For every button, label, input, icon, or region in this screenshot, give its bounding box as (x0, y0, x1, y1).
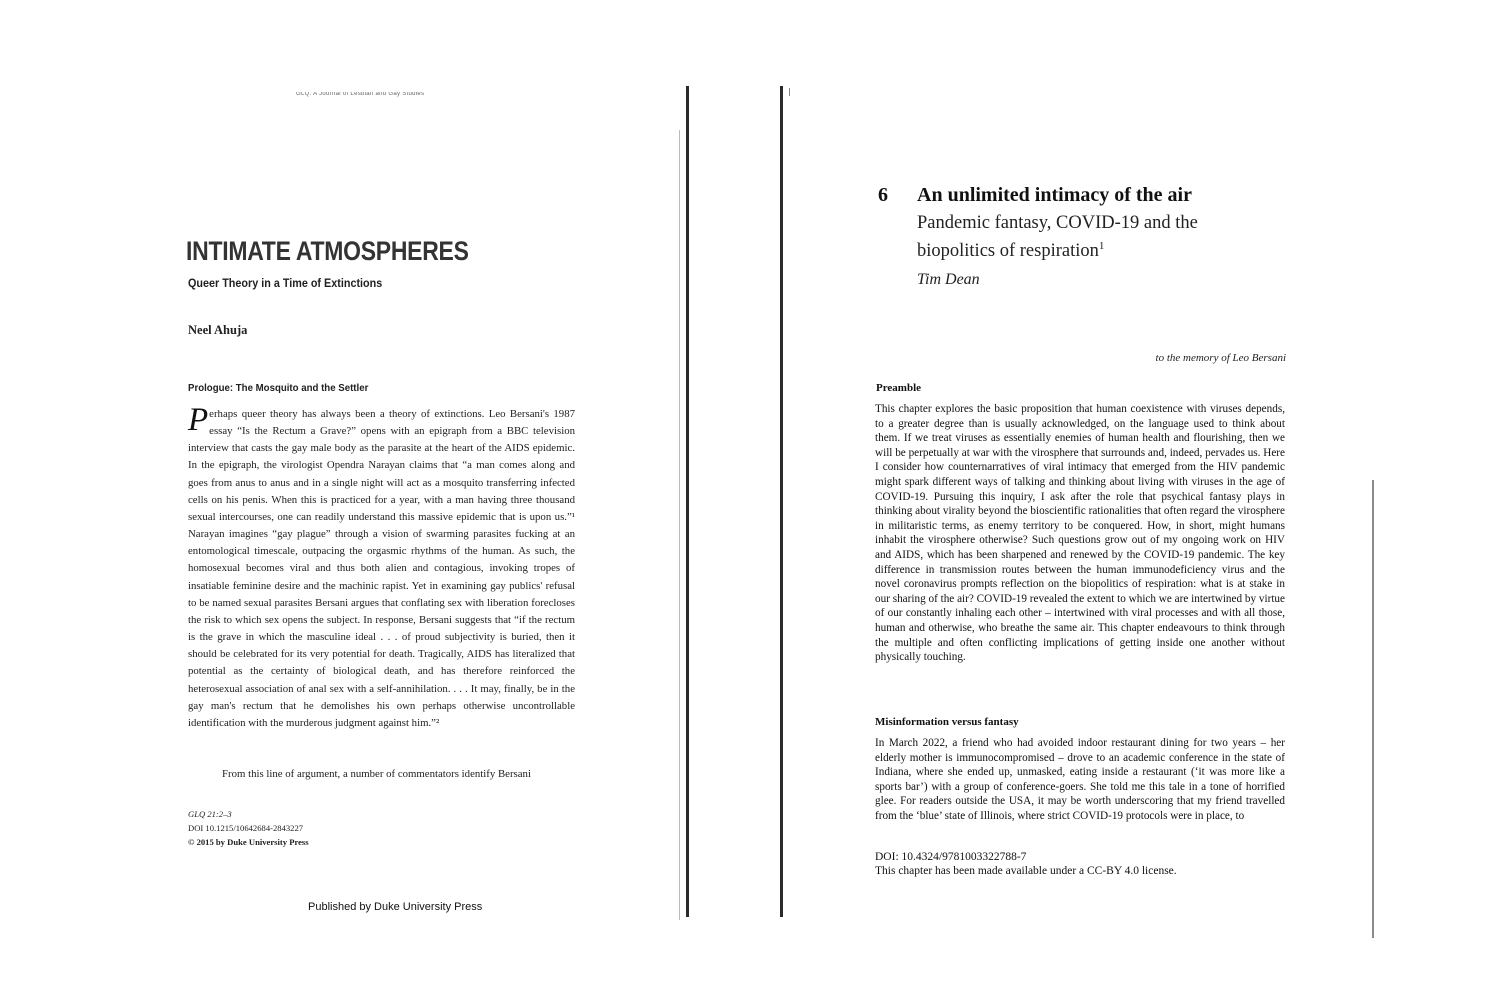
section-heading-prologue: Prologue: The Mosquito and the Settler (188, 382, 369, 394)
scan-mark (789, 88, 790, 96)
license-note: This chapter has been made available under a CC-BY 4.0 license. (875, 865, 1177, 877)
scan-edge-line (679, 130, 680, 920)
section-body-preamble: This chapter explores the basic proposition that human coexistence with viruses depends, to a greater degree than is usually acknowledged, on the language used to think about them. If we treat viruses as essentially enemies of human health and flourishing, then we will be perpetually at war with the virosphere that surrounds and, indeed, pervades us. Here I consider how counternarratives of viral intimacy that emerged from the HIV pandemic might spark different ways of talking and thinking about living with viruses in the age of COVID-19. Pursuing this inquiry, I ask after the role that psychical fantasy plays in thinking about virality beyond the bioscientific rationalities that often regard the virosphere in militaristic terms, as enemy territory to be conquered. How, in short, might humans inhabit the virosphere otherwise? Such questions grow out of my ongoing work on HIV and AIDS, which has been sharpened and renewed by the COVID-19 pandemic. The key difference in transmission routes between the human immunodeficiency virus and the novel coronavirus prompts reflection on the biopolitics of respiration: what is at stake in our sharing of the air? COVID-19 revealed the extent to which we are intertwined by virtue of our constantly inhaling each other – intertwined with viral processes and with all those, human and otherwise, who breathe the same air. This chapter endeavours to think through the multiple and often conflicting implications of getting inside one another without physically touching. (875, 403, 1285, 664)
page-gutter-right (780, 86, 783, 917)
section-heading-misinformation: Misinformation versus fantasy (875, 716, 1019, 728)
scan-edge-line-right (1372, 480, 1374, 938)
citation-doi: DOI 10.1215/10642684-2843227 (188, 823, 304, 833)
running-head: GLQ: A Journal of Lesbian and Gay Studies (296, 92, 425, 97)
chapter-subtitle-text: Pandemic fantasy, COVID-19 and the biopolitics of respiration (917, 213, 1198, 262)
body-continuation: From this line of argument, a number of commentators identify Bersani (222, 768, 531, 780)
page-gutter-left (686, 86, 689, 917)
chapter-doi: DOI: 10.4324/9781003322788-7 (875, 851, 1027, 863)
section-body-misinformation: In March 2022, a friend who had avoided indoor restaurant dining for two years – her elderly mother is immunocompromised – drove to an academic conference in the state of Indiana, where she ended up, unmasked, eating inside a restaurant (‘it was more like a sports bar’) with a group of conference-goers. She told me this tale in a tone of horrified glee. For readers outside the USA, it may be worth underscoring that my friend travelled from the ‘blue’ state of Illinois, where strict COVID-19 protocols were in place, to (875, 737, 1285, 822)
chapter-title: An unlimited intimacy of the air (917, 184, 1192, 206)
section-heading-preamble: Preamble (876, 382, 922, 394)
dedication: to the memory of Leo Bersani (1155, 352, 1286, 364)
chapter-author: Tim Dean (917, 271, 980, 288)
article-body-paragraph (188, 402, 575, 732)
body-text: erhaps queer theory has always been a theory of extinctions. Leo Bersani's 1987 essay “Is the Rectum a Grave?” opens with an epigraph from a BBC television interview that casts the gay male body as the parasite at the heart of the AIDS epidemic. In the epigraph, the virologist Opendra Narayan claims that “a man comes along and goes from anus to anus and in a single night will act as a mosquito transferring infected cells on his penis. When this is practiced for a year, with a man having three thousand sexual intercourses, one can readily understand this massive epidemic that is upon us.”¹ Narayan imagines “gay plague” through a vision of swarming parasites fucking at an entomological timescale, outpacing the orgasmic rhythms of the human. As such, the homosexual becomes viral and thus both alien and contagious, invoking tropes of insatiable feminine desire and the machinic rapist. Yet in examining gay publics' refusal to be named sexual parasites Bersani argues that conflating sex with liberation forecloses the risk to which sex opens the subject. In response, Bersani suggests that “if the rectum is the grave in which the masculine ideal . . . of proud subjectivity is buried, then it should be celebrated for its very potential for death. Tragically, AIDS has literalized that potential as the certainty of biological death, and has therefore reinforced the heterosexual association of anal sex with a self-annihilation. . . . It may, finally, be in the gay man's rectum that he demolishes his own perhaps otherwise uncontrollable identification with the murderous judgment against him.”² (188, 408, 575, 729)
citation-copyright: © 2015 by Duke University Press (188, 837, 309, 847)
chapter-number: 6 (878, 184, 888, 206)
article-author: Neel Ahuja (188, 323, 248, 337)
article-title: INTIMATE ATMOSPHERES (186, 236, 469, 266)
citation-journal: GLQ 21:2–3 (188, 809, 232, 819)
citation-block (188, 807, 388, 849)
footnote-marker: 1 (1098, 240, 1105, 252)
chapter-subtitle (917, 212, 1277, 263)
publisher-footer: Published by Duke University Press (308, 901, 483, 913)
article-subtitle: Queer Theory in a Time of Extinctions (188, 276, 383, 290)
drop-cap: P (188, 402, 209, 438)
